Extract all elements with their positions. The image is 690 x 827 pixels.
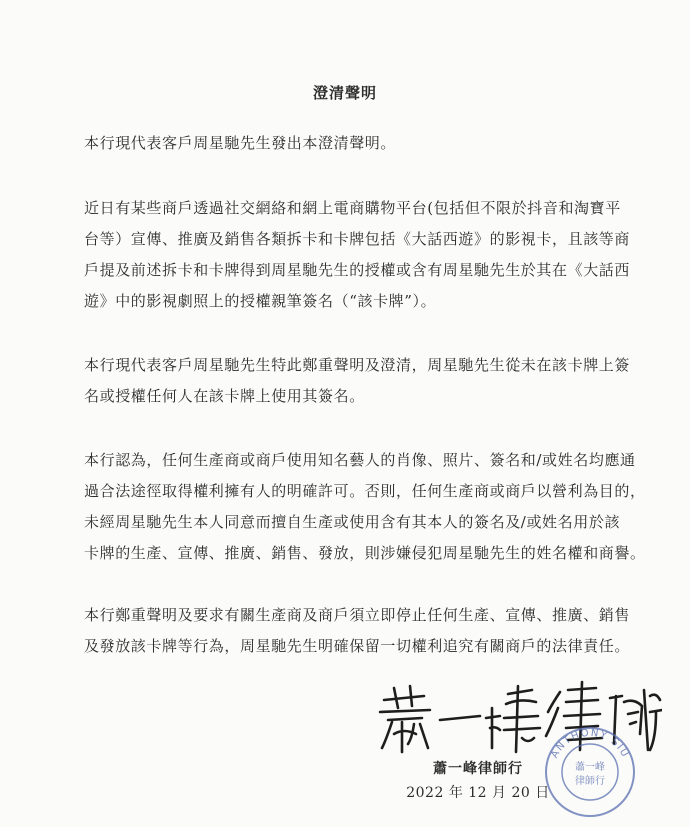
document-title: 澄清聲明 <box>312 84 377 102</box>
svg-text:蕭一峰: 蕭一峰 <box>575 762 605 773</box>
paragraph-line: 過合法途徑取得權利擁有人的明確許可。否則，任何生產商或商戶以營利為目的， <box>84 482 646 500</box>
paragraph-line: 卡牌的生產、宣傳、推廣、銷售、發放，則涉嫌侵犯周星馳先生的姓名權和商譽。 <box>84 544 646 562</box>
paragraph-line: 本行認為，任何生產商或商戶使用知名藝人的肖像、照片、簽名和/或姓名均應通 <box>84 451 636 469</box>
paragraph-2 <box>84 193 631 317</box>
paragraph-4 <box>84 445 646 569</box>
paragraph-3 <box>84 350 631 412</box>
firm-name: 蕭一峰律師行 <box>433 761 523 777</box>
paragraph-line: 台等）宣傳、推廣及銷售各類拆卡和卡牌包括《大話西遊》的影視卡，且該等商 <box>84 230 631 248</box>
svg-text:ANTHONY SIU: ANTHONY SIU <box>549 727 631 761</box>
paragraph-line: 近日有某些商戶透過社交網絡和網上電商購物平台(包括但不限於抖音和淘寶平 <box>84 199 621 217</box>
paragraph-1 <box>84 128 604 159</box>
paragraph-line: 本行鄭重聲明及要求有關生產商及商戶須立即停止任何生產、宣傳、推廣、銷售 <box>84 606 631 624</box>
paragraph-line: 未經周星馳先生本人同意而擅自生產或使用含有其本人的簽名及/或姓名用於該 <box>84 513 621 531</box>
firm-seal-stamp <box>540 718 640 818</box>
paragraph-5 <box>84 600 631 662</box>
paragraph-line: 本行現代表客戶周星馳先生特此鄭重聲明及澄清，周星馳先生從未在該卡牌上簽 <box>84 356 631 374</box>
signature-date: 2022 年 12 月 20 日 <box>406 785 550 801</box>
paragraph-line: 及發放該卡牌等行為，周星馳先生明確保留一切權利追究有關商戶的法律責任。 <box>84 637 631 655</box>
paragraph-line: 本行現代表客戶周星馳先生發出本澄清聲明。 <box>84 134 397 152</box>
paragraph-line: 遊》中的影視劇照上的授權親筆簽名（“該卡牌”）。 <box>84 292 437 310</box>
paragraph-line: 戶提及前述拆卡和卡牌得到周星馳先生的授權或含有周星馳先生於其在《大話西 <box>84 261 631 279</box>
paragraph-line: 名或授權任何人在該卡牌上使用其簽名。 <box>84 387 365 405</box>
signature-block <box>360 672 680 822</box>
svg-text:律師行: 律師行 <box>575 776 605 787</box>
